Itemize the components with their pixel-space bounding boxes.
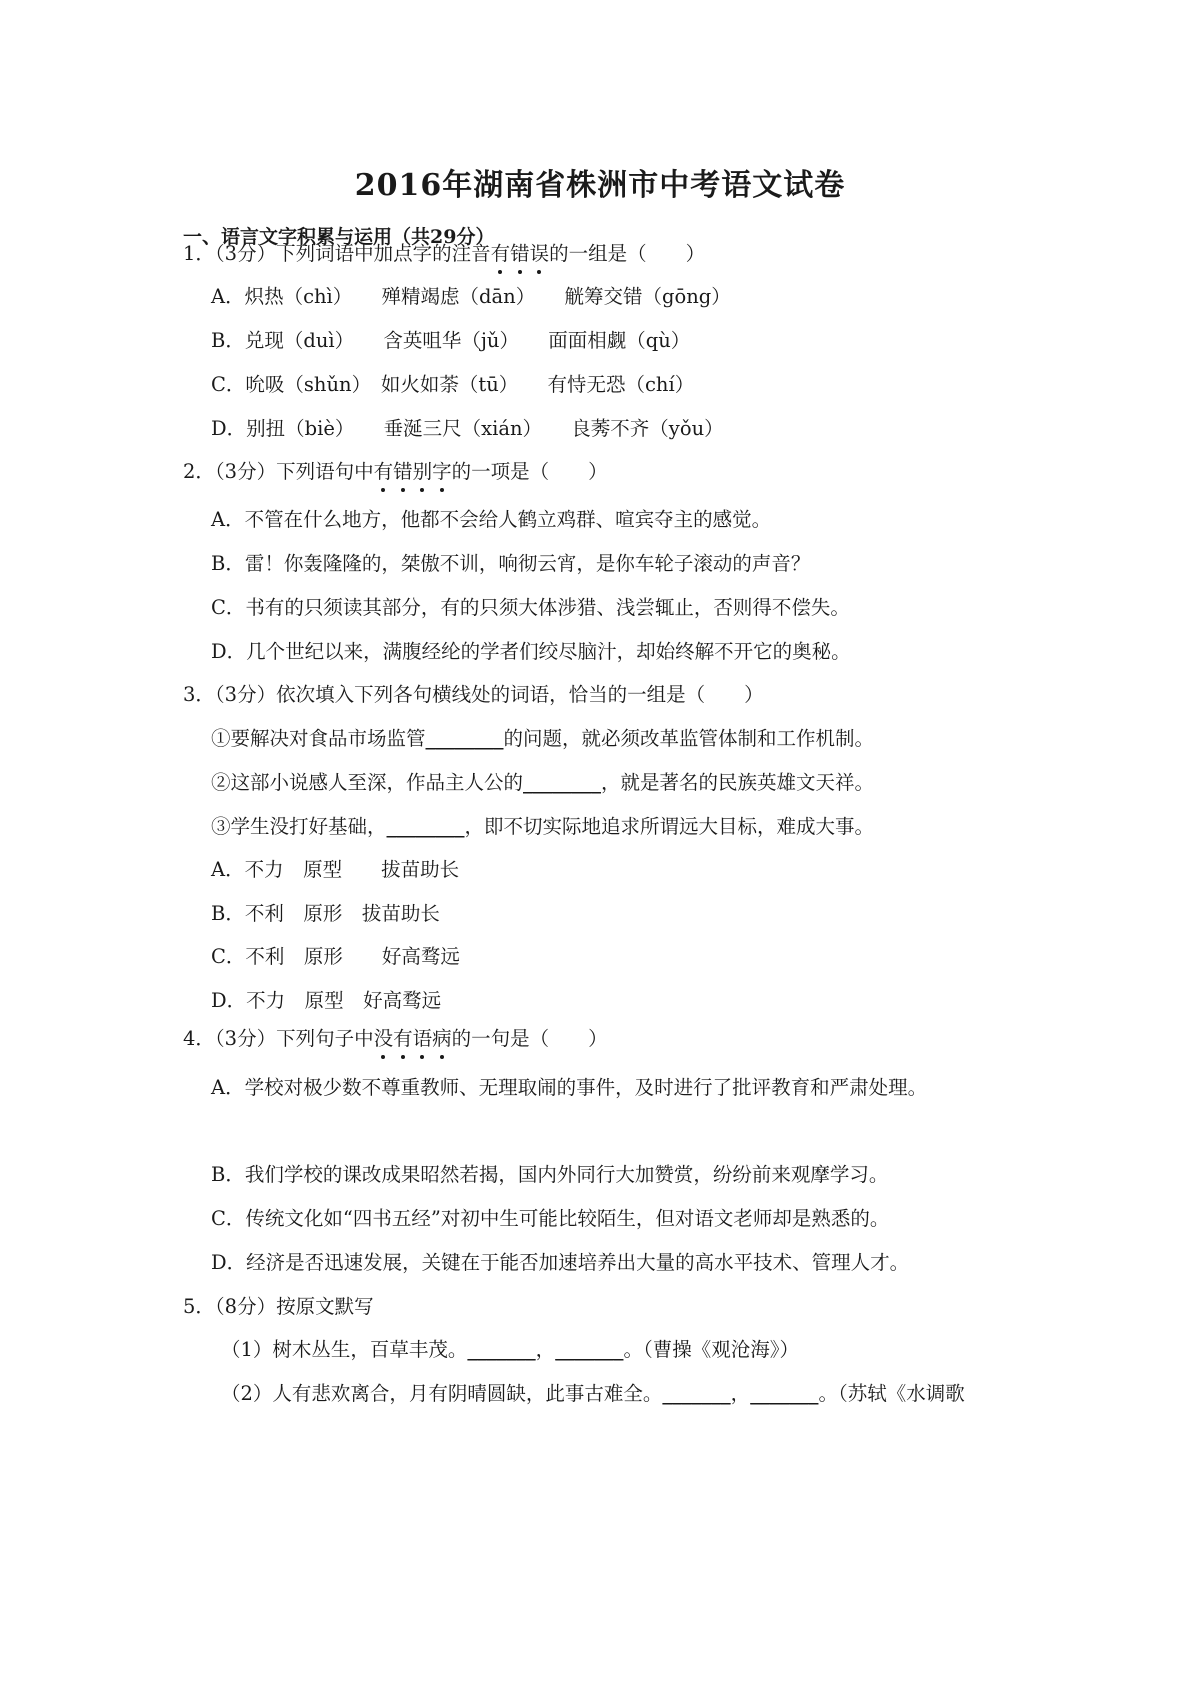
question-4-option-c: C．传统文化如“四书五经”对初中生可能比较陌生，但对语文老师却是熟悉的。: [211, 1207, 890, 1230]
dotted-char: 错: [393, 460, 413, 483]
question-2-option-b: B．雷！你轰隆隆的，桀傲不训，响彻云宵，是你车轮子滚动的声音？: [211, 552, 811, 575]
dotted-char: 语: [412, 1027, 433, 1050]
question-2-stem-text: 2．（3分）下列语句中: [183, 460, 374, 483]
dotted-char: 误: [529, 242, 550, 265]
dotted-char: 错: [510, 242, 530, 265]
sentence-text: ③学生没打好基础，: [211, 815, 387, 838]
question-1-stem: [183, 241, 705, 267]
sentence-text: ，就是著名的民族英雄文天祥。: [601, 771, 875, 794]
item-text: ，: [535, 1338, 556, 1361]
dotted-char: 别: [412, 460, 433, 483]
fill-blank: _______: [750, 1382, 819, 1405]
question-3-option-a: A．不力 原型 拔苗助长: [211, 858, 460, 881]
question-4-stem-end: 的一句是（ ）: [451, 1027, 608, 1050]
question-1-stem-end: 的一组是（ ）: [549, 242, 706, 265]
question-3-sentence-2: [211, 770, 874, 796]
fill-blank: ________: [425, 727, 504, 750]
question-3-stem: 3．（3分）依次填入下列各句横线处的词语，恰当的一组是（ ）: [183, 683, 764, 706]
page-title: 2016年湖南省株洲市中考语文试卷: [354, 168, 846, 203]
dotted-char: 有: [393, 1027, 413, 1050]
question-4-option-b: B．我们学校的课改成果昭然若揭，国内外同行大加赞赏，纷纷前来观摩学习。: [211, 1163, 889, 1186]
question-1-option-d: D．别扭（biè） 垂涎三尺（xián） 良莠不齐（yǒu）: [211, 417, 724, 440]
fill-blank: ________: [386, 815, 465, 838]
fill-blank: _______: [555, 1338, 624, 1361]
question-4-option-d: D．经济是否迅速发展，关键在于能否加速培养出大量的高水平技术、管理人才。: [211, 1251, 910, 1274]
fill-blank: ________: [523, 771, 602, 794]
question-3-sentence-3: [211, 814, 874, 840]
question-4-stem: [183, 1026, 608, 1052]
sentence-text: ①要解决对食品市场监管: [211, 727, 426, 750]
item-text: （2）人有悲欢离合，月有阴晴圆缺，此事古难全。: [221, 1382, 663, 1405]
sentence-text: ，即不切实际地追求所谓远大目标，难成大事。: [464, 815, 875, 838]
question-4-option-a: A．学校对极少数不尊重教师、无理取闹的事件，及时进行了批评教育和严肃处理。: [211, 1076, 928, 1099]
question-2-option-c: C．书有的只须读其部分，有的只须大体涉猎、浅尝辄止，否则得不偿失。: [211, 596, 850, 619]
question-1-option-b: B．兑现（duì） 含英咀华（jǔ） 面面相觑（qù）: [211, 329, 691, 352]
dotted-char: 字: [432, 460, 452, 483]
fill-blank: _______: [467, 1338, 536, 1361]
dotted-char: 有: [373, 460, 394, 483]
question-2-option-a: A．不管在什么地方，他都不会给人鹤立鸡群、喧宾夺主的感觉。: [211, 508, 772, 531]
question-3-option-c: C．不利 原形 好高骛远: [211, 945, 460, 968]
question-4-stem-text: 4．（3分）下列句子中: [183, 1027, 374, 1050]
question-2-option-d: D．几个世纪以来，满腹经纶的学者们绞尽脑汁，却始终解不开它的奥秘。: [211, 640, 851, 663]
question-1-option-c: C．吮吸（shǔn） 如火如荼（tū） 有恃无恐（chí）: [211, 373, 695, 396]
section-heading: 一、语言文字积累与运用（共29分）: [183, 226, 495, 248]
item-text: （1）树木丛生，百草丰茂。: [221, 1338, 468, 1361]
question-1-stem-text: 1．（3分）下列词语中加点字的注音: [183, 242, 491, 265]
dotted-char: 病: [432, 1027, 452, 1050]
question-1-option-a: A．炽热（chì） 殚精竭虑（dān） 觥筹交错（gōng）: [211, 285, 731, 308]
question-2-stem: [183, 459, 608, 485]
item-text: 。（曹操《观沧海》）: [623, 1338, 799, 1361]
sentence-text: ②这部小说感人至深，作品主人公的: [211, 771, 524, 794]
question-5-item-2: [221, 1381, 965, 1407]
item-text: ，: [730, 1382, 751, 1405]
question-5-item-1: [221, 1337, 799, 1363]
question-3-sentence-1: [211, 726, 874, 752]
dotted-char: 没: [373, 1027, 394, 1050]
fill-blank: _______: [662, 1382, 731, 1405]
question-3-option-b: B．不利 原形 拔苗助长: [211, 902, 440, 925]
question-2-stem-end: 的一项是（ ）: [451, 460, 608, 483]
item-text: 。（苏轼《水调歌: [818, 1382, 965, 1405]
question-3-option-d: D．不力 原型 好高骛远: [211, 989, 442, 1012]
dotted-char: 有: [490, 242, 511, 265]
question-5-stem: 5．（8分）按原文默写: [183, 1295, 374, 1318]
sentence-text: 的问题，就必须改革监管体制和工作机制。: [503, 727, 875, 750]
